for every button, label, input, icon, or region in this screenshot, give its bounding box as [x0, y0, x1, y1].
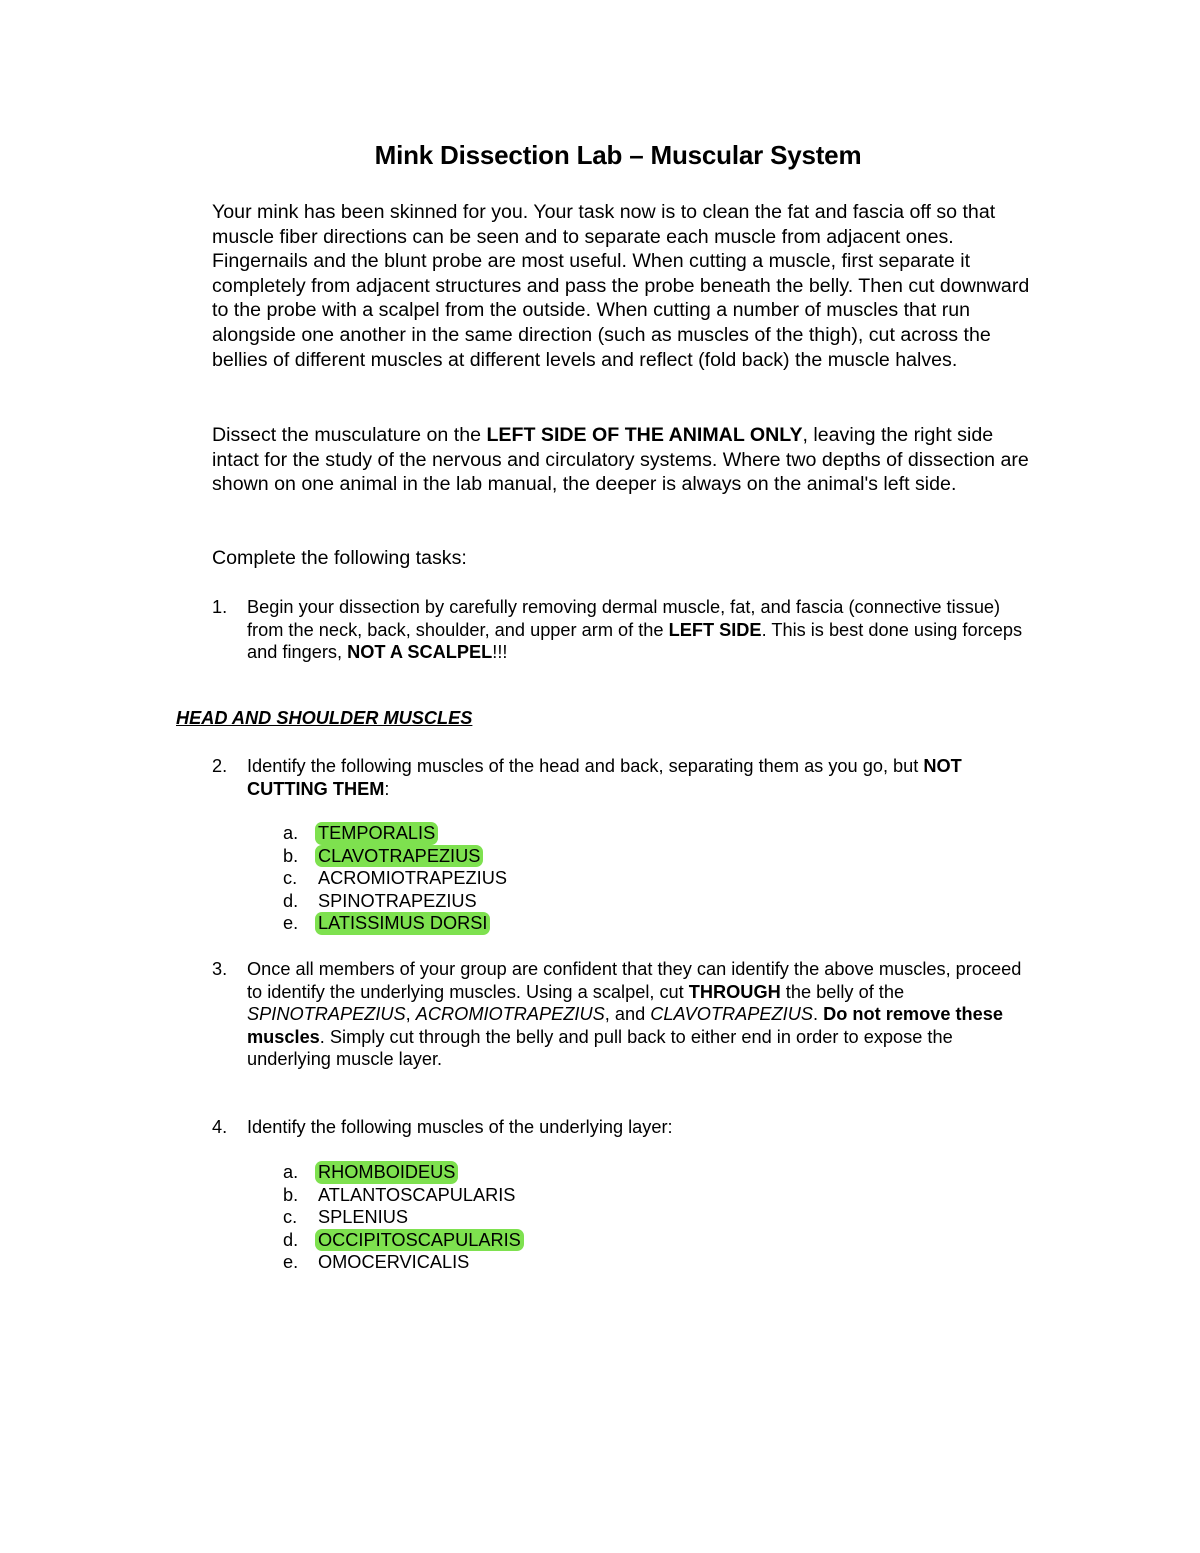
task-2-text-b: :	[384, 778, 390, 799]
list-item-name: ACROMIOTRAPEZIUS	[318, 868, 507, 888]
tasks-intro: Complete the following tasks:	[212, 547, 467, 569]
task-1-text	[247, 596, 1037, 664]
task-3-text-a: Once all members of your group are confident that they can identify the above muscles, proceed to identify the underlying muscles. Using a scalpel, cut	[247, 959, 1022, 1002]
list-item-letter: d.	[283, 1229, 299, 1250]
task-2-text-a: Identify the following muscles of the head and back, separating them as you go, but	[247, 756, 924, 776]
list-item-name-highlighted: OCCIPITOSCAPULARIS	[315, 1229, 524, 1252]
task-1-text-b: . This is best done using forceps and fingers,	[247, 619, 1023, 662]
intro-paragraph: Your mink has been skinned for you. Your task now is to clean the fat and fascia off so that muscle fiber directions can be seen and to separate each muscle from adjacent ones. Fingernails and the blunt probe are most useful. When cutting a muscle, first separate it completely from adjacent structures and pass the probe beneath the belly. Then cut downward to the probe with a scalpel from the outside. When cutting a number of muscles that run alongside one another in the same direction (such as muscles of the thigh), cut across the bellies of different muscles at different levels and reflect (fold back) the muscle halves.	[212, 201, 1030, 371]
task-2-bold-not-cutting: NOT CUTTING THEM	[247, 756, 962, 799]
task-1-text-a: Begin your dissection by carefully removing dermal muscle, fat, and fascia (connective tissue) from the neck, back, shoulder, and upper arm of the	[247, 597, 1001, 640]
task-3-number: 3.	[212, 959, 228, 979]
task-1-text-c: !!!	[492, 642, 508, 662]
list-item-name: ATLANTOSCAPULARIS	[318, 1184, 516, 1205]
task-3-text-f: . Simply cut through the belly and pull back to either end in order to expose the underlying muscle layer.	[247, 1026, 953, 1069]
task-4-number: 4.	[212, 1117, 228, 1137]
list-item-name: SPLENIUS	[318, 1207, 408, 1227]
task-3-text-d: , and	[604, 1004, 651, 1024]
task-4-text: Identify the following muscles of the underlying layer:	[247, 1117, 673, 1137]
task-3-bold-through: THROUGH	[688, 981, 781, 1002]
task-3-text-c: ,	[405, 1004, 416, 1024]
task-3-text-b: the belly of the	[780, 981, 905, 1002]
list-item-name-highlighted: LATISSIMUS DORSI	[315, 912, 490, 935]
list-item-letter: b.	[283, 1184, 299, 1205]
task-3-italic-spinotrapezius: SPINOTRAPEZIUS	[247, 1004, 406, 1024]
list-item-name-highlighted: TEMPORALIS	[315, 822, 438, 845]
dissect-text-after: , leaving the right side intact for the study of the nervous and circulatory systems. Where two depths of dissection are shown on one animal in the lab manual, the deeper is always on the animal's left side.	[212, 424, 1029, 496]
list-item-letter: e.	[283, 1252, 299, 1272]
dissect-bold-left-side: LEFT SIDE OF THE ANIMAL ONLY	[486, 424, 803, 446]
task-2-number: 2.	[212, 756, 228, 776]
dissect-text-before: Dissect the musculature on the	[212, 424, 487, 446]
section-heading: HEAD AND SHOULDER MUSCLES	[176, 708, 473, 728]
dissect-paragraph	[212, 423, 1042, 497]
document-title: Mink Dissection Lab – Muscular System	[374, 140, 862, 170]
list-item-name: OMOCERVICALIS	[318, 1252, 470, 1272]
task-3-text	[247, 958, 1037, 1071]
list-item-letter: a.	[283, 823, 299, 843]
list-item-letter: e.	[283, 913, 299, 933]
task-3-bold-do-not-remove: Do not remove these muscles	[247, 1004, 1004, 1047]
task-1-bold-not-a-scalpel: NOT A SCALPEL	[347, 642, 493, 662]
list-item-letter: d.	[283, 890, 299, 911]
task-3-italic-clavotrapezius: CLAVOTRAPEZIUS	[650, 1004, 813, 1024]
task-1-number: 1.	[212, 597, 228, 617]
task-2-text	[247, 755, 1037, 800]
list-item-name-highlighted: CLAVOTRAPEZIUS	[315, 845, 483, 868]
list-item-name-highlighted: RHOMBOIDEUS	[315, 1161, 458, 1184]
list-item-name: SPINOTRAPEZIUS	[318, 890, 477, 911]
list-item-letter: c.	[283, 1207, 298, 1227]
list-item-letter: a.	[283, 1162, 299, 1182]
list-item-letter: c.	[283, 868, 298, 888]
task-1-bold-left-side: LEFT SIDE	[668, 619, 762, 640]
task-3-text-e: .	[813, 1004, 824, 1024]
task-3-italic-acromiotrapezius: ACROMIOTRAPEZIUS	[415, 1004, 605, 1024]
list-item-letter: b.	[283, 845, 299, 866]
